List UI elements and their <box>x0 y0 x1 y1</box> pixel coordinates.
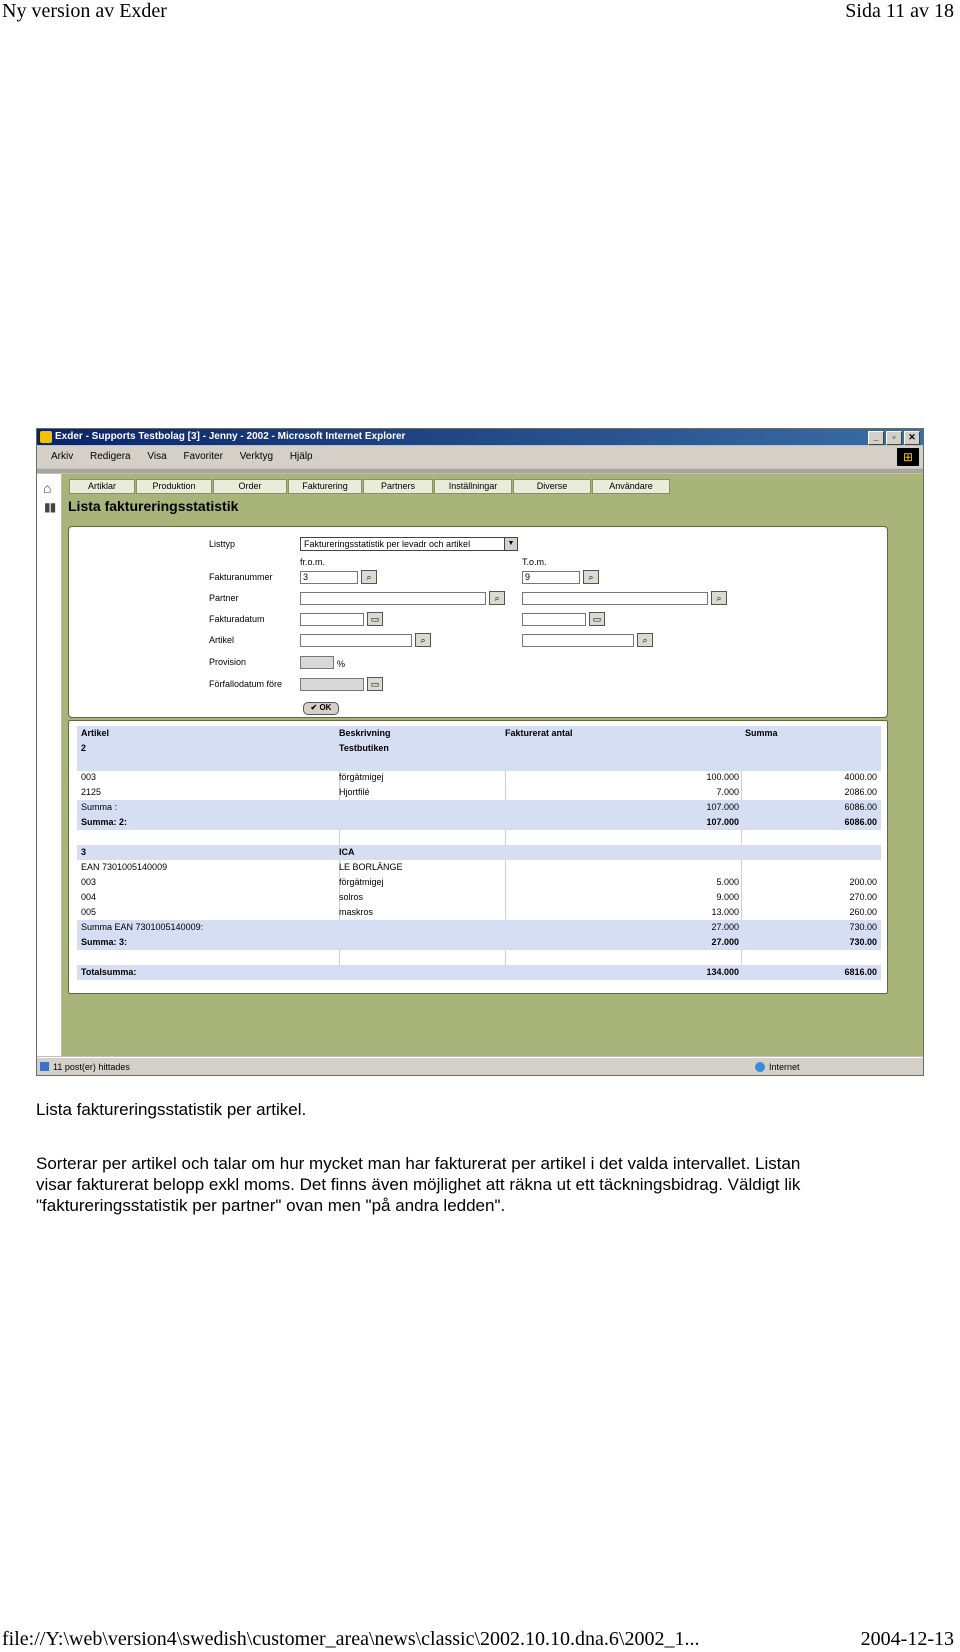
left-toolbar <box>37 474 62 1056</box>
menu-hjalp[interactable]: Hjälp <box>289 451 313 462</box>
col-artikel: Artikel <box>81 728 110 738</box>
frame-toggle-icon[interactable]: ▮▮ <box>44 500 56 514</box>
artikel-from-input[interactable] <box>300 634 412 647</box>
search-icon[interactable]: ⌕ <box>415 633 431 647</box>
paragraph-line: "faktureringsstatistik per partner" ovan men "på andra ledden". <box>36 1196 506 1215</box>
provision-input[interactable] <box>300 656 334 669</box>
app-area <box>37 474 923 1056</box>
forfallodatum-input[interactable] <box>300 678 364 691</box>
paragraph-line: visar fakturerat belopp exkl moms. Det finns även möjlighet att räkna ut ett täckningsbidrag. Väldigt lik <box>36 1175 801 1194</box>
browser-window-screenshot <box>36 428 924 1076</box>
table-header-row <box>77 726 881 741</box>
ie-icon <box>40 431 52 443</box>
col-fakturerat-antal: Fakturerat antal <box>505 728 573 738</box>
calendar-icon[interactable]: ▭ <box>367 612 383 626</box>
menu-favoriter[interactable]: Favoriter <box>183 451 223 462</box>
fakturadatum-from-input[interactable] <box>300 613 364 626</box>
home-icon[interactable]: ⌂ <box>43 480 52 496</box>
artikel-label: Artikel <box>209 635 235 645</box>
page-header-title: Ny version av Exder <box>2 0 167 22</box>
table-row: 003 förgätmigej 5.000 200.00 <box>81 877 877 887</box>
page-icon <box>40 1062 49 1071</box>
description-paragraph <box>36 1153 926 1216</box>
result-table <box>68 720 888 994</box>
listtyp-select[interactable] <box>300 537 518 551</box>
subtotal-row: Summa : 107.000 6086.00 <box>77 800 881 815</box>
total-row: Totalsumma: 134.000 6816.00 <box>77 965 881 980</box>
provision-label: Provision <box>209 657 247 667</box>
calendar-icon[interactable]: ▭ <box>589 612 605 626</box>
search-icon[interactable]: ⌕ <box>637 633 653 647</box>
status-text: 11 post(er) hittades <box>53 1062 130 1072</box>
group-row: 3 ICA <box>77 845 881 860</box>
menu-visa[interactable]: Visa <box>147 451 167 462</box>
col-beskrivning: Beskrivning <box>339 728 391 738</box>
partner-from-input[interactable] <box>300 592 486 605</box>
table-row: 003 förgätmigej 100.000 4000.00 <box>81 772 877 782</box>
provision-unit: % <box>337 659 346 669</box>
forfallodatum-label: Förfallodatum före <box>209 679 283 689</box>
listtyp-value: Faktureringsstatistik per levadr och artikel <box>304 539 471 549</box>
nav-tabs <box>69 479 671 493</box>
subtotal-row: Summa: 3: 27.000 730.00 <box>77 935 881 950</box>
partner-to-input[interactable] <box>522 592 708 605</box>
table-row: 004 solros 9.000 270.00 <box>81 892 877 902</box>
menu-arkiv[interactable]: Arkiv <box>51 451 74 462</box>
fakturadatum-label: Fakturadatum <box>209 614 265 624</box>
from-label: fr.o.m. <box>300 557 326 567</box>
tab-fakturering[interactable]: Fakturering <box>288 479 362 494</box>
tab-produktion[interactable]: Produktion <box>136 479 212 494</box>
dropdown-arrow-icon[interactable]: ▼ <box>504 538 517 550</box>
partner-label: Partner <box>209 593 239 603</box>
fakturadatum-to-input[interactable] <box>522 613 586 626</box>
calendar-icon[interactable]: ▭ <box>367 677 383 691</box>
window-titlebar <box>37 429 923 445</box>
footer-date: 2004-12-13 <box>860 1628 954 1650</box>
col-summa: Summa <box>745 728 778 738</box>
search-icon[interactable]: ⌕ <box>361 570 377 584</box>
status-zone: Internet <box>769 1062 800 1072</box>
filter-form <box>68 526 888 718</box>
search-icon[interactable]: ⌕ <box>583 570 599 584</box>
subtotal-row: Summa: 2: 107.000 6086.00 <box>77 815 881 830</box>
main-content <box>62 474 923 1056</box>
fakturanummer-label: Fakturanummer <box>209 572 273 582</box>
group-row: 2 Testbutiken <box>77 741 881 756</box>
subtotal-row: Summa EAN 7301005140009: 27.000 730.00 <box>77 920 881 935</box>
fakturanummer-to-input[interactable]: 9 <box>522 571 580 584</box>
search-icon[interactable]: ⌕ <box>711 591 727 605</box>
artikel-to-input[interactable] <box>522 634 634 647</box>
maximize-button[interactable]: ▫ <box>886 431 902 445</box>
tab-order[interactable]: Order <box>213 479 287 494</box>
tab-artiklar[interactable]: Artiklar <box>69 479 135 494</box>
table-row: 2125 Hjortfilé 7.000 2086.00 <box>81 787 877 797</box>
tab-diverse[interactable]: Diverse <box>513 479 591 494</box>
footer-file-path: file://Y:\web\version4\swedish\customer_area\news\classic\2002.10.10.dna.6\2002_1... <box>2 1628 700 1650</box>
windows-logo-icon: ⊞ <box>897 448 919 466</box>
group-detail-row: EAN 7301005140009 LE BORLÄNGE <box>81 862 403 872</box>
close-button[interactable]: ✕ <box>904 431 920 445</box>
page-number: Sida 11 av 18 <box>845 0 954 22</box>
listtyp-label: Listtyp <box>209 539 236 549</box>
menu-bar <box>37 446 923 468</box>
figure-caption: Lista faktureringsstatistik per artikel. <box>36 1100 307 1119</box>
paragraph-line: Sorterar per artikel och talar om hur mycket man har fakturerat per artikel i det valda intervallet. Listan <box>36 1154 801 1173</box>
ok-button[interactable]: ✔ OK <box>303 702 339 715</box>
page-title: Lista faktureringsstatistik <box>68 498 239 514</box>
tab-installningar[interactable]: Inställningar <box>434 479 512 494</box>
table-row: 005 maskros 13.000 260.00 <box>81 907 877 917</box>
menu-redigera[interactable]: Redigera <box>90 451 131 462</box>
internet-zone-icon <box>755 1062 765 1072</box>
to-label: T.o.m. <box>522 557 547 567</box>
tab-anvandare[interactable]: Användare <box>592 479 670 494</box>
spacer-row <box>77 756 881 771</box>
menu-verktyg[interactable]: Verktyg <box>239 451 274 462</box>
tab-partners[interactable]: Partners <box>363 479 433 494</box>
search-icon[interactable]: ⌕ <box>489 591 505 605</box>
window-title: Exder - Supports Testbolag [3] - Jenny - 2002 - Microsoft Internet Explorer <box>55 431 406 442</box>
minimize-button[interactable]: _ <box>868 431 884 445</box>
fakturanummer-from-input[interactable]: 3 <box>300 571 358 584</box>
status-bar <box>37 1057 923 1076</box>
